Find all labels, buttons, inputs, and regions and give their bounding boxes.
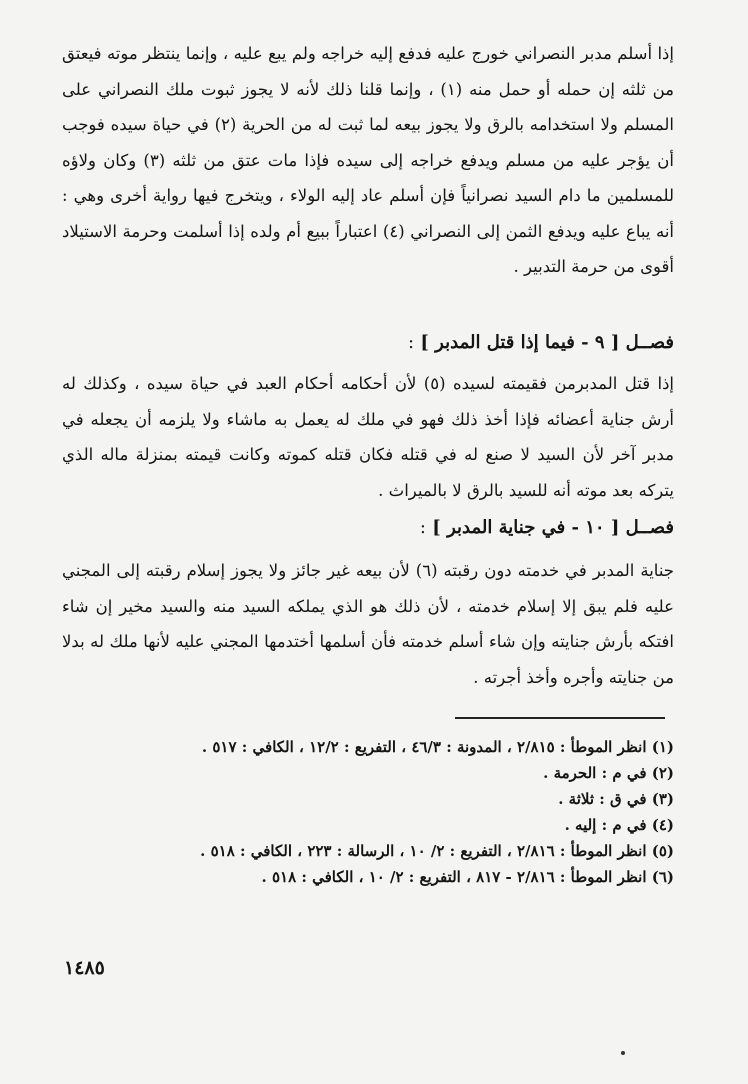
section-heading-10-colon: : <box>419 517 426 538</box>
section-heading-10-text: فصــل [ ١٠ - في جناية المدبر ] <box>432 517 674 538</box>
footnotes <box>80 734 674 890</box>
paragraph-1 <box>62 36 674 285</box>
paragraph-3 <box>62 553 674 695</box>
stray-mark <box>621 1051 625 1055</box>
footnote-separator <box>455 717 665 719</box>
footnote-2: (٢) في م : الحرمة . <box>543 764 674 782</box>
paragraph-2 <box>62 366 674 508</box>
paragraph-1-text: إذا أسلم مدبر النصراني خورج عليه فدفع إليه خراجه ولم يبع عليه ، وإنما ينتظر موته فيعتق من ثلثه إن حمله أو حمل منه (١) ، وإنما قلنا ذلك لأنه لا يجوز ثبوت ملك النصراني على المسلم ولا استخدامه بالرق ولا يجوز بيعه لما ثبت له من الحرية (٢) في حياة سيده فوجب أن يؤجر عليه من مسلم ويدفع خراجه إلى سيده فإذا مات عتق من ثلثه (٣) وكان ولاؤه للمسلمين ما دام السيد نصرانياً فإن أسلم عاد إليه الولاء ، ويتخرج فيها رواية أخرى وهي : أنه يباع عليه ويدفع الثمن إلى النصراني (٤) اعتباراً ببيع أم ولده إذا أسلمت وحرمة الاستيلاد أقوى من حرمة التدبير . <box>62 44 674 276</box>
paragraph-2-text: إذا قتل المدبرمن فقيمته لسيده (٥) لأن أحكامه أحكام العبد في حياة سيده ، وكذلك له أرش جناية أعضائه فإذا أخذ ذلك فهو في ملك له يعمل به ماشاء ولا يلزمه أن يجعله في مدبر آخر لأن السيد لا صنع له في قتله فكان قتله كموته وكانت قيمته بمنزلة ماله الذي يتركه بعد موته أنه للسيد بالرق لا بالميراث . <box>62 374 675 500</box>
section-heading-9-colon: : <box>408 332 415 353</box>
footnote-1: (١) انظر الموطأ : ٢/٨١٥ ، المدونة : ٤٦/٣ ، التفريع : ١٢/٢ ، الكافي : ٥١٧ . <box>201 738 674 756</box>
footnote-6: (٦) انظر الموطأ : ٢/٨١٦ - ٨١٧ ، التفريع : ٢/ ١٠ ، الكافي : ٥١٨ . <box>261 868 674 886</box>
section-heading-10 <box>62 513 674 543</box>
footnote-5: (٥) انظر الموطأ : ٢/٨١٦ ، التفريع : ٢/ ١٠ ، الرسالة : ٢٢٣ ، الكافي : ٥١٨ . <box>200 842 674 860</box>
page-number: ١٤٨٥ <box>64 957 105 979</box>
footnote-4: (٤) في م : إليه . <box>564 816 674 834</box>
section-heading-9 <box>62 328 674 358</box>
section-heading-9-text: فصــل [ ٩ - فيما إذا قتل المدبر ] <box>420 332 674 353</box>
footnote-3: (٣) في ق : ثلاثة . <box>558 790 674 808</box>
paragraph-3-text: جناية المدبر في خدمته دون رقبته (٦) لأن بيعه غير جائز ولا يجوز إسلام رقبته إلى المجني عليه فلم يبق إلا إسلام خدمته ، لأن ذلك هو الذي يملكه السيد منه والسيد مخير إن شاء افتكه بأرش جنايته وإن شاء أسلم خدمته فأن أسلمها أختدمها المجني عليه لأنها ملك له بدلا من جنايته وأجره وأخذ أجرته . <box>62 561 674 687</box>
